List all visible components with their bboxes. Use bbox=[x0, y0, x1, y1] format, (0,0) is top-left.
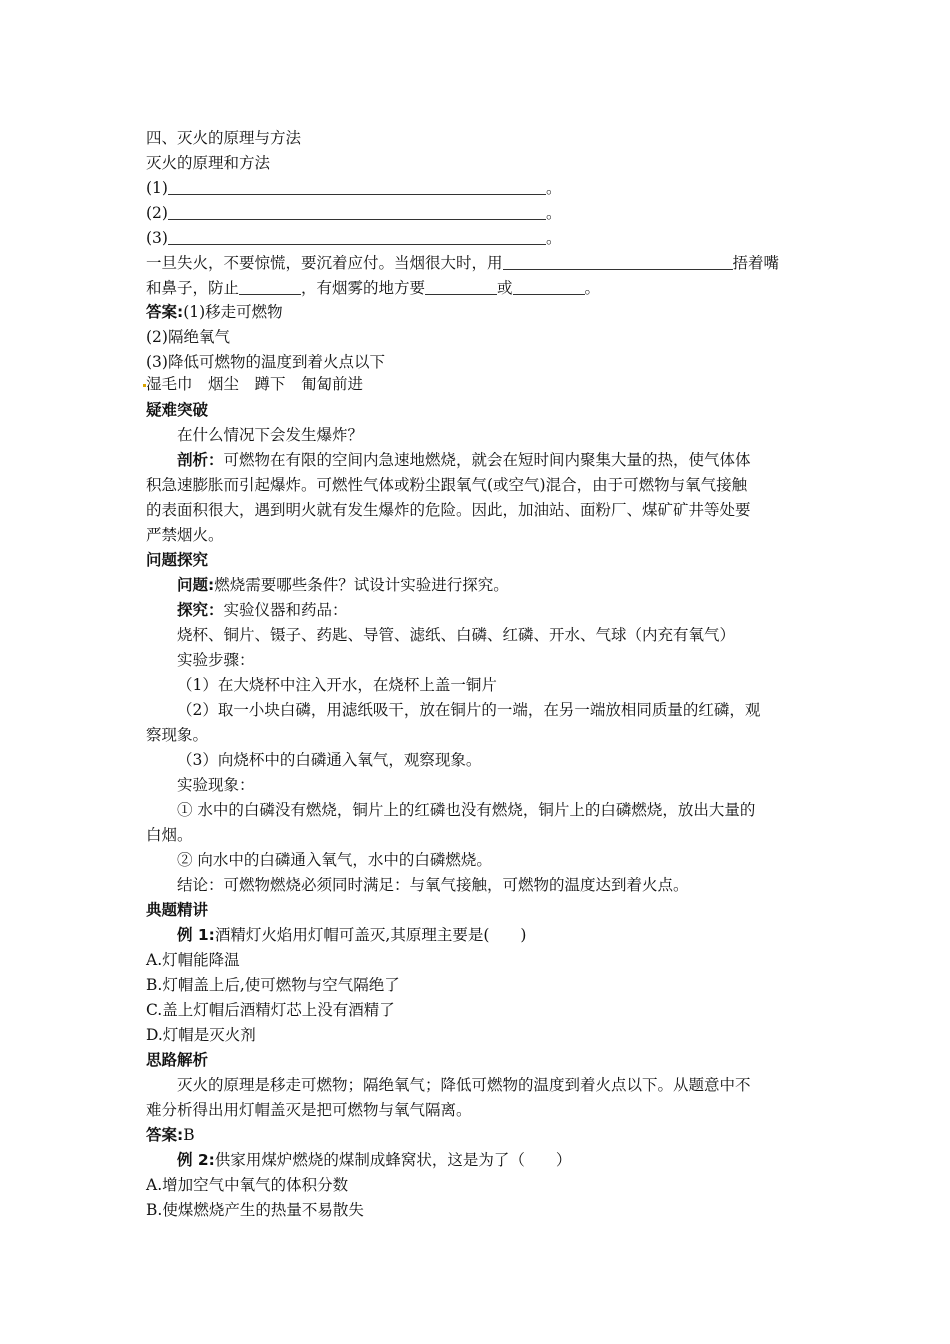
heading-examples: 典题精讲 bbox=[146, 901, 209, 919]
steps-title: 实验步骤： bbox=[177, 651, 255, 669]
answer-value: B bbox=[183, 1126, 195, 1144]
step-2-cont: 察现象。 bbox=[146, 726, 209, 744]
heading-inquiry: 问题探究 bbox=[146, 551, 209, 569]
example-1-option-c: C.盖上灯帽后酒精灯芯上没有酒精了 bbox=[146, 1001, 395, 1019]
step-2: （2）取一小块白磷，用滤纸吸干，放在铜片的一端，在另一端放相同质量的红磷，观 bbox=[177, 701, 761, 719]
blank-end: 。 bbox=[545, 229, 562, 247]
blank-underline bbox=[168, 180, 546, 195]
example-2-option-b: B.使煤燃烧产生的热量不易散失 bbox=[146, 1201, 364, 1219]
example-label: 例 2: bbox=[177, 1151, 215, 1169]
phenomena-title: 实验现象： bbox=[177, 776, 255, 794]
text: 和鼻子，防止 bbox=[146, 279, 240, 297]
answer-line-4: 湿毛巾 烟尘 蹲下 匍匐前进 bbox=[146, 375, 364, 393]
example-2-question bbox=[177, 1150, 571, 1170]
text: 。 bbox=[584, 279, 601, 297]
step-1: （1）在大烧杯中注入开水，在烧杯上盖一铜片 bbox=[177, 676, 497, 694]
blank-number: (1) bbox=[146, 179, 168, 197]
phenomenon-1: ① 水中的白磷没有燃烧，铜片上的红磷也没有燃烧，铜片上的白磷燃烧，放出大量的 bbox=[177, 801, 756, 819]
blank-underline bbox=[168, 230, 546, 245]
blank-end: 。 bbox=[545, 204, 562, 222]
analysis-text-2: 难分析得出用灯帽盖灭是把可燃物与氧气隔离。 bbox=[146, 1101, 472, 1119]
text: ，有烟雾的地方要 bbox=[301, 279, 426, 297]
analysis-line-4: 严禁烟火。 bbox=[146, 526, 224, 544]
blank-underline bbox=[425, 280, 497, 295]
explore-label: 探究： bbox=[177, 601, 224, 619]
question-label: 问题: bbox=[177, 576, 215, 594]
example-1-option-d: D.灯帽是灭火剂 bbox=[146, 1026, 256, 1044]
example-label: 例 1: bbox=[177, 926, 215, 944]
blank-line-1 bbox=[146, 178, 561, 198]
difficult-question: 在什么情况下会发生爆炸？ bbox=[177, 426, 364, 444]
blank-underline bbox=[168, 205, 546, 220]
conclusion: 结论：可燃物燃烧必须同时满足：与氧气接触，可燃物的温度达到着火点。 bbox=[177, 876, 689, 894]
text: 捂着嘴 bbox=[732, 254, 780, 272]
answer-line-3: (3)降低可燃物的温度到着火点以下 bbox=[146, 353, 385, 371]
blank-number: (3) bbox=[146, 229, 168, 247]
text: 供家用煤炉燃烧的煤制成蜂窝状，这是为了（ ） bbox=[214, 1151, 572, 1169]
answer-line-2: (2)隔绝氧气 bbox=[146, 328, 230, 346]
blank-line-3 bbox=[146, 228, 561, 248]
section-title: 四、灭火的原理与方法 bbox=[146, 129, 302, 147]
example-1-question bbox=[177, 925, 526, 945]
answer-text: (1)移走可燃物 bbox=[183, 303, 283, 321]
text: 一旦失火，不要惊慌，要沉着应付。当烟很大时，用 bbox=[146, 254, 503, 272]
text: 或 bbox=[497, 279, 513, 297]
example-1-option-a: A.灯帽能降温 bbox=[146, 951, 240, 969]
text: 实验仪器和药品： bbox=[223, 601, 348, 619]
blank-underline bbox=[239, 280, 301, 295]
fire-paragraph-line-2 bbox=[146, 278, 600, 298]
inquiry-explore bbox=[177, 600, 348, 620]
subtitle: 灭火的原理和方法 bbox=[146, 154, 271, 172]
analysis-line-1 bbox=[177, 450, 751, 470]
analysis-line-3: 的表面积很大，遇到明火就有发生爆炸的危险。因此，加油站、面粉厂、煤矿矿井等处要 bbox=[146, 501, 751, 519]
heading-analysis: 思路解析 bbox=[146, 1051, 209, 1069]
blank-underline bbox=[503, 255, 733, 270]
inquiry-question bbox=[177, 575, 509, 595]
text: 可燃物在有限的空间内急速地燃烧，就会在短时间内聚集大量的热，使气体体 bbox=[223, 451, 751, 469]
blank-line-2 bbox=[146, 203, 561, 223]
answer-label: 答案: bbox=[146, 1126, 184, 1144]
materials-list: 烧杯、铜片、镊子、药匙、导管、滤纸、白磷、红磷、开水、气球（内充有氧气） bbox=[177, 626, 736, 644]
blank-number: (2) bbox=[146, 204, 168, 222]
phenomenon-2: ② 向水中的白磷通入氧气，水中的白磷燃烧。 bbox=[177, 851, 492, 869]
answer-line-1 bbox=[146, 302, 283, 322]
answer-label: 答案: bbox=[146, 303, 184, 321]
example-2-option-a: A.增加空气中氧气的体积分数 bbox=[146, 1176, 349, 1194]
phenomenon-1-cont: 白烟。 bbox=[146, 826, 193, 844]
analysis-line-2: 积急速膨胀而引起爆炸。可燃性气体或粉尘跟氧气(或空气)混合，由于可燃物与氧气接触 bbox=[146, 476, 748, 494]
analysis-text-1: 灭火的原理是移走可燃物；隔绝氧气；降低可燃物的温度到着火点以下。从题意中不 bbox=[177, 1076, 751, 1094]
blank-underline bbox=[513, 280, 585, 295]
text: 酒精灯火焰用灯帽可盖灭,其原理主要是( ) bbox=[214, 926, 527, 944]
example-1-answer bbox=[146, 1125, 195, 1145]
step-3: （3）向烧杯中的白磷通入氧气，观察现象。 bbox=[177, 751, 482, 769]
text: 燃烧需要哪些条件？试设计实验进行探究。 bbox=[214, 576, 509, 594]
heading-difficult: 疑难突破 bbox=[146, 401, 209, 419]
blank-end: 。 bbox=[545, 179, 562, 197]
fire-paragraph-line-1 bbox=[146, 253, 779, 273]
analysis-label: 剖析： bbox=[177, 451, 224, 469]
example-1-option-b: B.灯帽盖上后,使可燃物与空气隔绝了 bbox=[146, 976, 400, 994]
